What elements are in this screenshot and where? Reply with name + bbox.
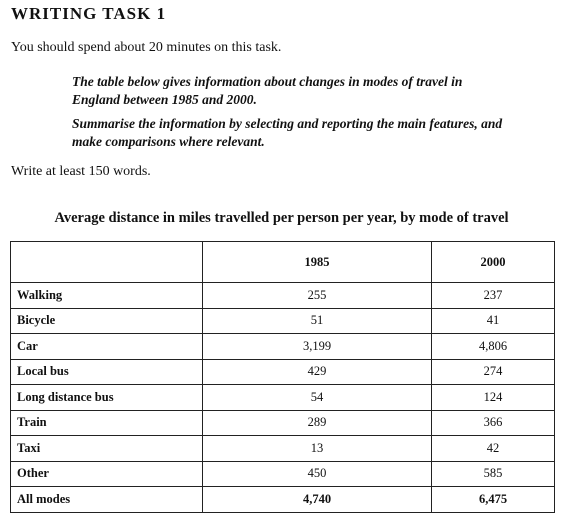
table-row: [11, 334, 555, 360]
table-header-row: [11, 242, 555, 283]
table-total-row: [11, 487, 555, 513]
value-2000: 274: [432, 359, 555, 385]
value-2000: 4,806: [432, 334, 555, 360]
value-1985: 51: [203, 308, 432, 334]
word-count-instruction: Write at least 150 words.: [11, 164, 151, 179]
row-label: Car: [11, 334, 203, 360]
header-cell-mode: [11, 242, 203, 283]
row-label: Train: [11, 410, 203, 436]
row-label: Bicycle: [11, 308, 203, 334]
table-row: [11, 308, 555, 334]
value-1985: 450: [203, 461, 432, 487]
table-row: [11, 410, 555, 436]
header-cell-1985: 1985: [203, 242, 432, 283]
row-label: Taxi: [11, 436, 203, 462]
table-row: [11, 385, 555, 411]
table-row: [11, 436, 555, 462]
value-2000: 41: [432, 308, 555, 334]
time-instruction: You should spend about 20 minutes on this task.: [11, 40, 282, 55]
page-title: WRITING TASK 1: [11, 4, 167, 23]
value-2000: 585: [432, 461, 555, 487]
value-2000: 366: [432, 410, 555, 436]
header-cell-2000: 2000: [432, 242, 555, 283]
row-label: Other: [11, 461, 203, 487]
table-row: [11, 461, 555, 487]
value-2000: 237: [432, 283, 555, 309]
value-2000: 6,475: [432, 487, 555, 513]
table-title: Average distance in miles travelled per person per year, by mode of travel: [54, 210, 509, 226]
value-1985: 4,740: [203, 487, 432, 513]
value-1985: 3,199: [203, 334, 432, 360]
travel-data-table: [10, 241, 555, 513]
prompt-summary-instruction: Summarise the information by selecting and reporting the main features, and make comparisons where relevant.: [72, 116, 503, 149]
value-1985: 255: [203, 283, 432, 309]
table-row: [11, 283, 555, 309]
value-1985: 429: [203, 359, 432, 385]
value-2000: 42: [432, 436, 555, 462]
prompt-description: The table below gives information about changes in modes of travel in England between 1985 and 2000.: [72, 74, 463, 107]
row-label: Local bus: [11, 359, 203, 385]
task-prompt: [72, 73, 512, 157]
row-label: Long distance bus: [11, 385, 203, 411]
value-2000: 124: [432, 385, 555, 411]
value-1985: 54: [203, 385, 432, 411]
value-1985: 289: [203, 410, 432, 436]
row-label: Walking: [11, 283, 203, 309]
table-row: [11, 359, 555, 385]
row-label: All modes: [11, 487, 203, 513]
value-1985: 13: [203, 436, 432, 462]
